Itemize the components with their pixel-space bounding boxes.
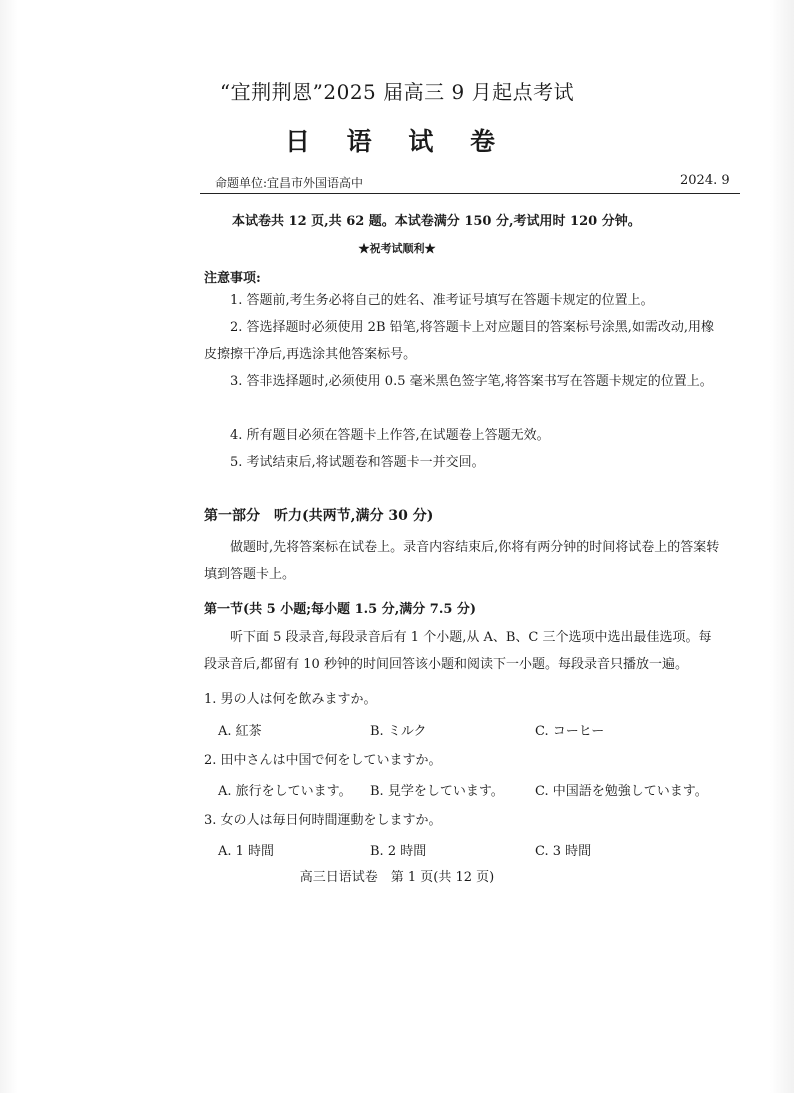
section1-heading: 第一节(共 5 小题;每小题 1.5 分,满分 7.5 分) xyxy=(204,602,477,617)
header-divider xyxy=(200,193,740,194)
notice-item: 4. 所有题目必须在答题卡上作答,在试题卷上答题无效。 xyxy=(230,428,550,443)
exam-intro: 本试卷共 12 页,共 62 题。本试卷满分 150 分,考试用时 120 分钟。 xyxy=(232,214,641,229)
q2-option-a: A. 旅行をしています。 xyxy=(218,784,352,799)
question-3: 3. 女の人は毎日何時間運動をしますか。 xyxy=(204,813,442,828)
notice-item: 2. 答选择题时必须使用 2B 铅笔,将答题卡上对应题目的答案标号涂黑,如需改动,用橡皮擦擦干净后,再选涂其他答案标号。 xyxy=(204,320,715,362)
q1-option-c: C. コーヒー xyxy=(535,724,605,739)
author-line: 命题单位:宜昌市外国语高中 xyxy=(215,176,364,190)
question-1: 1. 男の人は何を飲みますか。 xyxy=(204,692,377,707)
q1-option-a: A. 紅茶 xyxy=(218,724,262,739)
good-luck-line: ★祝考试顺利★ xyxy=(358,242,436,255)
notice-item: 1. 答题前,考生务必将自己的姓名、准考证号填写在答题卡规定的位置上。 xyxy=(230,293,654,308)
q2-option-c: C. 中国語を勉強しています。 xyxy=(535,784,708,799)
section1-instructions: 听下面 5 段录音,每段录音后有 1 个小题,从 A、B、C 三个选项中选出最佳选项。每段录音后,都留有 10 秒钟的时间回答该小题和阅读下一小题。每段录音只播放一遍。 xyxy=(204,630,712,672)
q2-option-b: B. 見学をしています。 xyxy=(370,784,504,799)
exam-title: “宜荆荆恩”2025 届高三 9 月起点考试 xyxy=(219,80,575,104)
page-footer: 高三日语试卷 第 1 页(共 12 页) xyxy=(299,870,495,885)
q3-option-a: A. 1 時間 xyxy=(218,844,275,859)
q3-option-b: B. 2 時間 xyxy=(370,844,427,859)
notice-item: 3. 答非选择题时,必须使用 0.5 毫米黑色签字笔,将答案书写在答题卡规定的位置上。 xyxy=(230,374,713,389)
q1-option-b: B. ミルク xyxy=(370,724,427,739)
part1-heading: 第一部分 听力(共两节,满分 30 分) xyxy=(204,508,434,524)
subject-title: 日 语 试 卷 xyxy=(284,127,510,156)
q3-option-c: C. 3 時間 xyxy=(535,844,592,859)
exam-date: 2024. 9 xyxy=(680,173,730,188)
notice-heading: 注意事项: xyxy=(204,271,261,286)
notice-item: 5. 考试结束后,将试题卷和答题卡一并交回。 xyxy=(230,455,485,470)
part1-instructions: 做题时,先将答案标在试卷上。录音内容结束后,你将有两分钟的时间将试卷上的答案转填到答题卡上。 xyxy=(204,540,720,582)
question-2: 2. 田中さんは中国で何をしていますか。 xyxy=(204,753,442,768)
